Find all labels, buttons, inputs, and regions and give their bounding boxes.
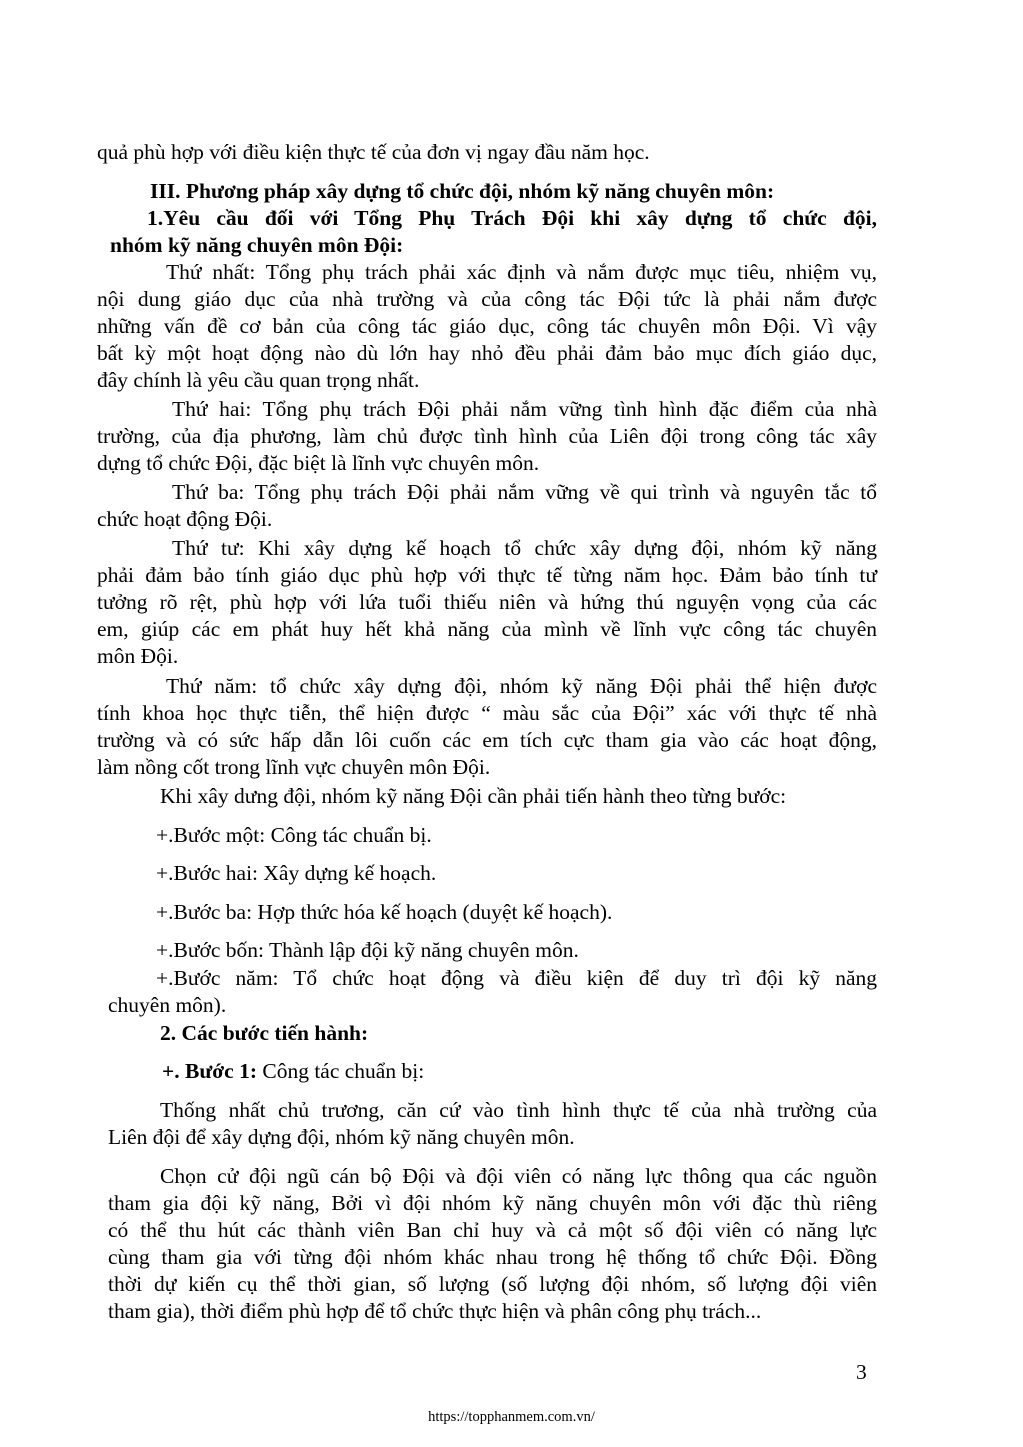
list-item: +.Bước một: Công tác chuẩn bị. [156, 823, 432, 847]
step-line [162, 1058, 424, 1084]
paragraph-line: thời dự kiến cụ thể thời gian, số lượng (số lượng đội nhóm, số lượng đội viên [108, 1272, 877, 1296]
paragraph-line: Thứ ba: Tổng phụ trách Đội phải nắm vững về qui trình và nguyên tắc tổ [172, 480, 877, 504]
paragraph-line: trường và có sức hấp dẫn lôi cuốn các em tích cực tham gia vào các hoạt động, [97, 728, 877, 752]
paragraph-line: phải đảm bảo tính giáo dục phù hợp với thực tế từng năm học. Đảm bảo tính tư [97, 563, 877, 587]
paragraph-line: chức hoạt động Đội. [97, 507, 273, 531]
subsection-heading: nhóm kỹ năng chuyên môn Đội: [110, 233, 404, 257]
list-item-continuation: chuyên môn). [108, 993, 227, 1017]
paragraph-line: quả phù hợp với điều kiện thực tế của đơn vị ngay đầu năm học. [97, 140, 650, 164]
paragraph-line: dựng tổ chức Đội, đặc biệt là lĩnh vực chuyên môn. [97, 451, 540, 475]
paragraph-line: tính khoa học thực tiễn, thể hiện được “ màu sắc của Đội” xác với thực tế nhà [97, 701, 877, 725]
subsection-heading: 2. Các bước tiến hành: [160, 1021, 369, 1045]
paragraph-line: trường, của địa phương, làm chủ được tình hình của Liên đội trong công tác xây [97, 424, 877, 448]
list-item: +.Bước năm: Tổ chức hoạt động và điều kiện để duy trì đội kỹ năng [156, 966, 877, 990]
paragraph-line: đây chính là yêu cầu quan trọng nhất. [97, 368, 420, 392]
paragraph-line: tham gia), thời điểm phù hợp để tổ chức thực hiện và phân công phụ trách... [108, 1299, 762, 1323]
paragraph-line: nội dung giáo dục của nhà trường và của công tác Đội tức là phải nắm được [97, 287, 877, 311]
list-item: +.Bước bốn: Thành lập đội kỹ năng chuyên môn. [156, 938, 579, 962]
paragraph-line: cùng tham gia với từng đội nhóm khác nhau trong hệ thống tổ chức Đội. Đồng [108, 1245, 877, 1269]
section-heading: III. Phương pháp xây dựng tổ chức đội, nhóm kỹ năng chuyên môn: [150, 179, 775, 203]
paragraph-line: em, giúp các em phát huy hết khả năng của mình về lĩnh vực công tác chuyên [97, 617, 877, 641]
paragraph-line: bất kỳ một hoạt động nào dù lớn hay nhỏ đều phải đảm bảo mục đích giáo dục, [97, 341, 877, 365]
paragraph-line: Liên đội để xây dựng đội, nhóm kỹ năng chuyên môn. [108, 1125, 575, 1149]
paragraph-line: Khi xây dưng đội, nhóm kỹ năng Đội cần phải tiến hành theo từng bước: [160, 784, 787, 808]
paragraph-line: Thứ hai: Tổng phụ trách Đội phải nắm vững tình hình đặc điểm của nhà [172, 397, 877, 421]
list-item: +.Bước ba: Hợp thức hóa kế hoạch (duyệt kế hoạch). [156, 900, 613, 924]
step-text: Công tác chuẩn bị: [256, 1059, 425, 1083]
subsection-heading: 1.Yêu cầu đối với Tổng Phụ Trách Đội khi xây dựng tổ chức đội, [147, 206, 877, 230]
paragraph-line: những vấn đề cơ bản của công tác giáo dục, công tác chuyên môn Đội. Vì vậy [97, 314, 877, 338]
paragraph-line: Thứ tư: Khi xây dựng kế hoạch tổ chức xây dựng đội, nhóm kỹ năng [172, 536, 877, 560]
paragraph-line: tưởng rõ rệt, phù hợp với lứa tuổi thiếu niên và hứng thú nguyện vọng của các [97, 590, 877, 614]
list-item: +.Bước hai: Xây dựng kế hoạch. [156, 861, 437, 885]
paragraph-line: Thứ năm: tổ chức xây dựng đội, nhóm kỹ năng Đội phải thể hiện được [166, 674, 877, 698]
footer-url: https://topphanmem.com.vn/ [428, 1409, 595, 1425]
paragraph-line: có thể thu hút các thành viên Ban chỉ huy và cả một số đội viên có năng lực [108, 1218, 877, 1242]
paragraph-line: Thống nhất chủ trương, căn cứ vào tình hình thực tế của nhà trường của [160, 1098, 877, 1122]
paragraph-line: tham gia đội kỹ năng, Bởi vì đội nhóm kỹ năng chuyên môn với đặc thù riêng [108, 1191, 877, 1215]
page-number: 3 [856, 1360, 867, 1384]
paragraph-line: môn Đội. [97, 644, 179, 668]
paragraph-line: làm nồng cốt trong lĩnh vực chuyên môn Đội. [97, 755, 491, 779]
paragraph-line: Thứ nhất: Tổng phụ trách phải xác định và nắm được mục tiêu, nhiệm vụ, [166, 260, 877, 284]
step-label: +. Bước 1: [162, 1059, 257, 1083]
paragraph-line: Chọn cử đội ngũ cán bộ Đội và đội viên có năng lực thông qua các nguồn [160, 1164, 877, 1188]
